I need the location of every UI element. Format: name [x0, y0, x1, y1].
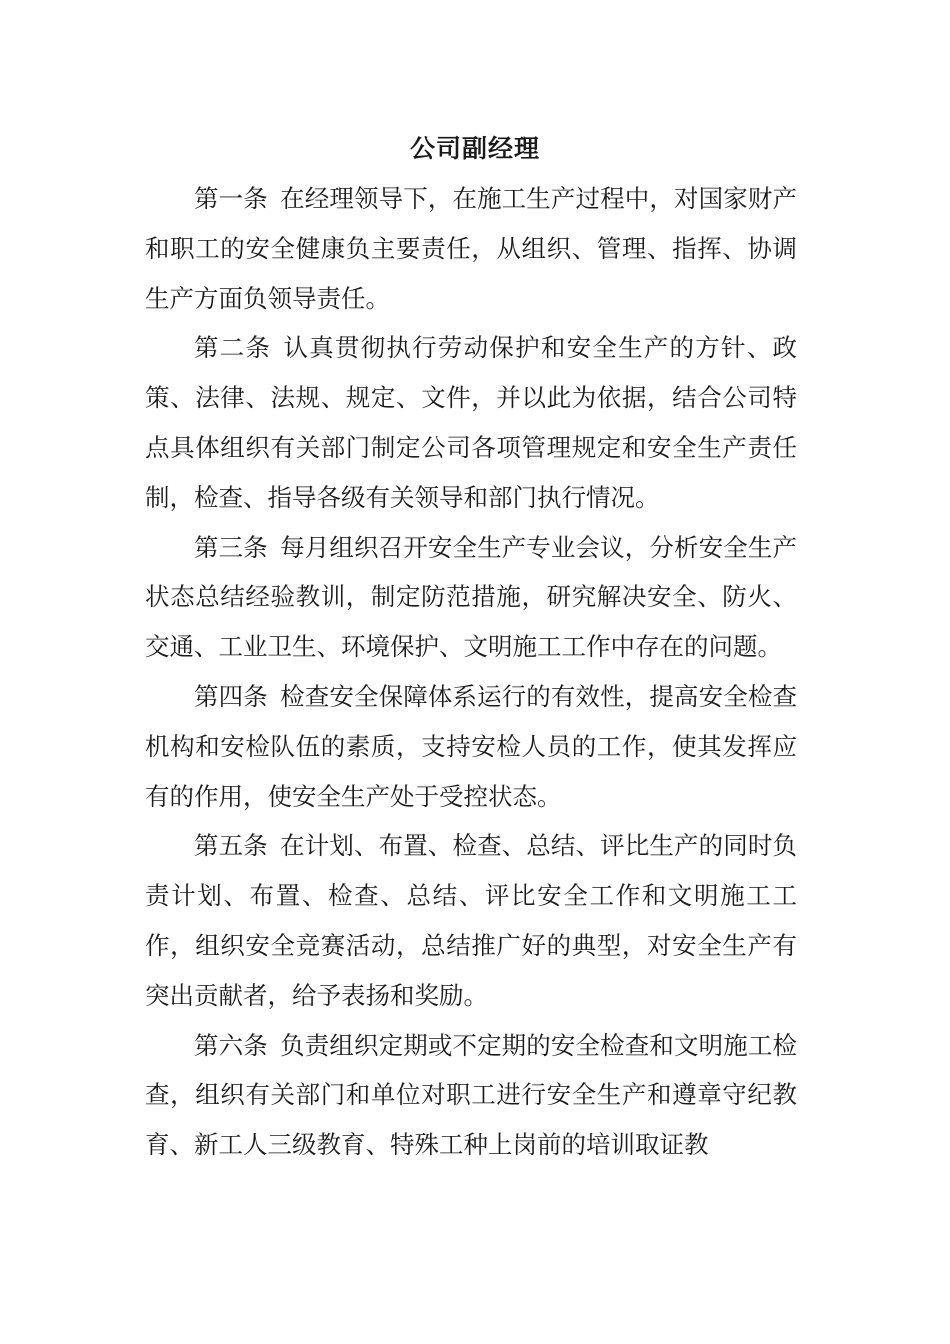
document-body [145, 174, 797, 1170]
article-paragraph [145, 523, 797, 672]
article-number: 第一条 [194, 184, 268, 213]
article-paragraph [145, 174, 797, 323]
article-paragraph [145, 1021, 797, 1170]
document-title: 公司副经理 [409, 134, 540, 163]
article-text: 检查安全保障体系运行的有效性，提高安全检查机构和安检队伍的素质，支持安检人员的工作，使其发挥应有的作用，使安全生产处于受控状态。 [145, 681, 797, 811]
article-paragraph [145, 323, 797, 522]
article-text: 负责组织定期或不定期的安全检查和文明施工检查，组织有关部门和单位对职工进行安全生产和遵章守纪教育、新工人三级教育、特殊工种上岗前的培训取证教 [145, 1030, 797, 1160]
article-number: 第二条 [194, 333, 272, 363]
article-text: 在计划、布置、检查、总结、评比生产的同时负责计划、布置、检查、总结、评比安全工作和文明施工工作，组织安全竞赛活动，总结推广好的典型，对安全生产有突出贡献者，给予表扬和奖励。 [145, 831, 797, 1010]
article-number: 第三条 [194, 532, 268, 562]
article-number: 第四条 [194, 681, 268, 711]
article-paragraph [145, 672, 797, 821]
article-text: 在经理领导下，在施工生产过程中，对国家财产和职工的安全健康负主要责任，从组织、管理、指挥、协调生产方面负领导责任。 [145, 184, 797, 313]
article-paragraph [145, 821, 797, 1020]
article-text: 每月组织召开安全生产专业会议，分析安全生产状态总结经验教训，制定防范措施，研究解决安全、防火、交通、工业卫生、环境保护、文明施工工作中存在的问题。 [145, 532, 797, 662]
article-number: 第五条 [194, 831, 268, 861]
article-number: 第六条 [194, 1030, 268, 1060]
article-text: 认真贯彻执行劳动保护和安全生产的方针、政策、法律、法规、规定、文件，并以此为依据，结合公司特点具体组织有关部门制定公司各项管理规定和安全生产责任制，检查、指导各级有关领导和部门执行情况。 [145, 333, 798, 512]
